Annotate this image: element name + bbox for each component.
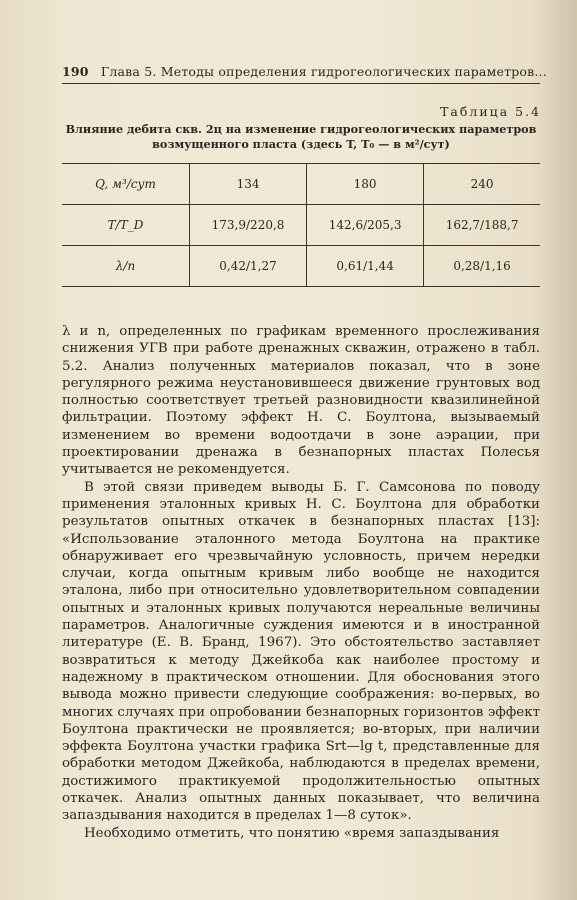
table-cell: 180 (307, 164, 424, 205)
table-row (62, 205, 540, 246)
paragraph-1: λ и n, определенных по графикам временного прослеживания снижения УГВ при работе дренажных скважин, отражено в табл. 5.2. Анализ полученных материалов показал, что в зоне регулярного режима неустановившееся движение грунтовых вод полностью соответствует третьей разновидности квазилинейной фильтрации. Поэтому эффект Н. С. Боултона, вызываемый изменением во времени водоотдачи в зоне аэрации, при проектировании дренажа в безнапорных пластах Полесья учитывается не рекомендуется. (62, 324, 540, 478)
table-cell: 0,28/1,16 (424, 246, 540, 287)
table-row (62, 164, 540, 205)
row-header: Q, м³/сут (62, 164, 190, 205)
paragraph-2: В этой связи приведем выводы Б. Г. Самсонова по поводу применения эталонных кривых Н. С. Боултона для обработки результатов опытных откачек в безнапорных пластах [13]: «Использование эталонного метода Боултона на практике обнаруживает его чрезвычайную условность, причем нередки случаи, когда опытным кривым либо вообще не находится эталона, либо при относительно удовлетворительном совпадении опытных и эталонных кривых получаются нереальные величины параметров. Аналогичные суждения имеются и в иностранной литературе (Е. В. Бранд, 1967). Это обстоятельство заставляет возвратиться к методу Джейкоба как наиболее простому и надежному в практическом отношении. Для обоснования этого вывода можно привести следующие соображения: во-первых, во многих случаях при опробовании безнапорных горизонтов эффект Боултона практически не проявляется; во-вторых, при наличии эффекта Боултона участки графика Srt—lg t, представленные для обработки методом Джейкоба, наблюдаются в пределах времени, достижимого практикуемой продолжительностью опытных откачек. Анализ опытных данных показывает, что величина запаздывания находится в пределах 1—8 суток». (62, 479, 540, 824)
data-table (62, 163, 540, 287)
page-number: 190 (62, 64, 89, 79)
table-caption (62, 122, 540, 152)
page-header (62, 64, 547, 84)
table-cell: 173,9/220,8 (190, 205, 307, 246)
paragraph-3: Необходимо отметить, что понятию «время запаздывания (84, 825, 500, 841)
table-label: Таблица 5.4 (440, 104, 541, 119)
body-text (62, 323, 540, 842)
row-header: T/T_D (62, 205, 190, 246)
table-cell: 134 (190, 164, 307, 205)
table-cell: 0,42/1,27 (190, 246, 307, 287)
chapter-title: Глава 5. Методы определения гидрогеологических параметров... (100, 64, 547, 79)
table-caption-line-1: Влияние дебита скв. 2ц на изменение гидрогеологических параметров (65, 122, 537, 136)
row-header: λ/n (62, 246, 190, 287)
table-caption-line-2: возмущенного пласта (здесь T, T₀ — в м²/сут) (152, 137, 450, 151)
table-cell: 240 (424, 164, 540, 205)
table-cell: 142,6/205,3 (307, 205, 424, 246)
table-cell: 162,7/188,7 (424, 205, 540, 246)
table-row (62, 246, 540, 287)
table-cell: 0,61/1,44 (307, 246, 424, 287)
